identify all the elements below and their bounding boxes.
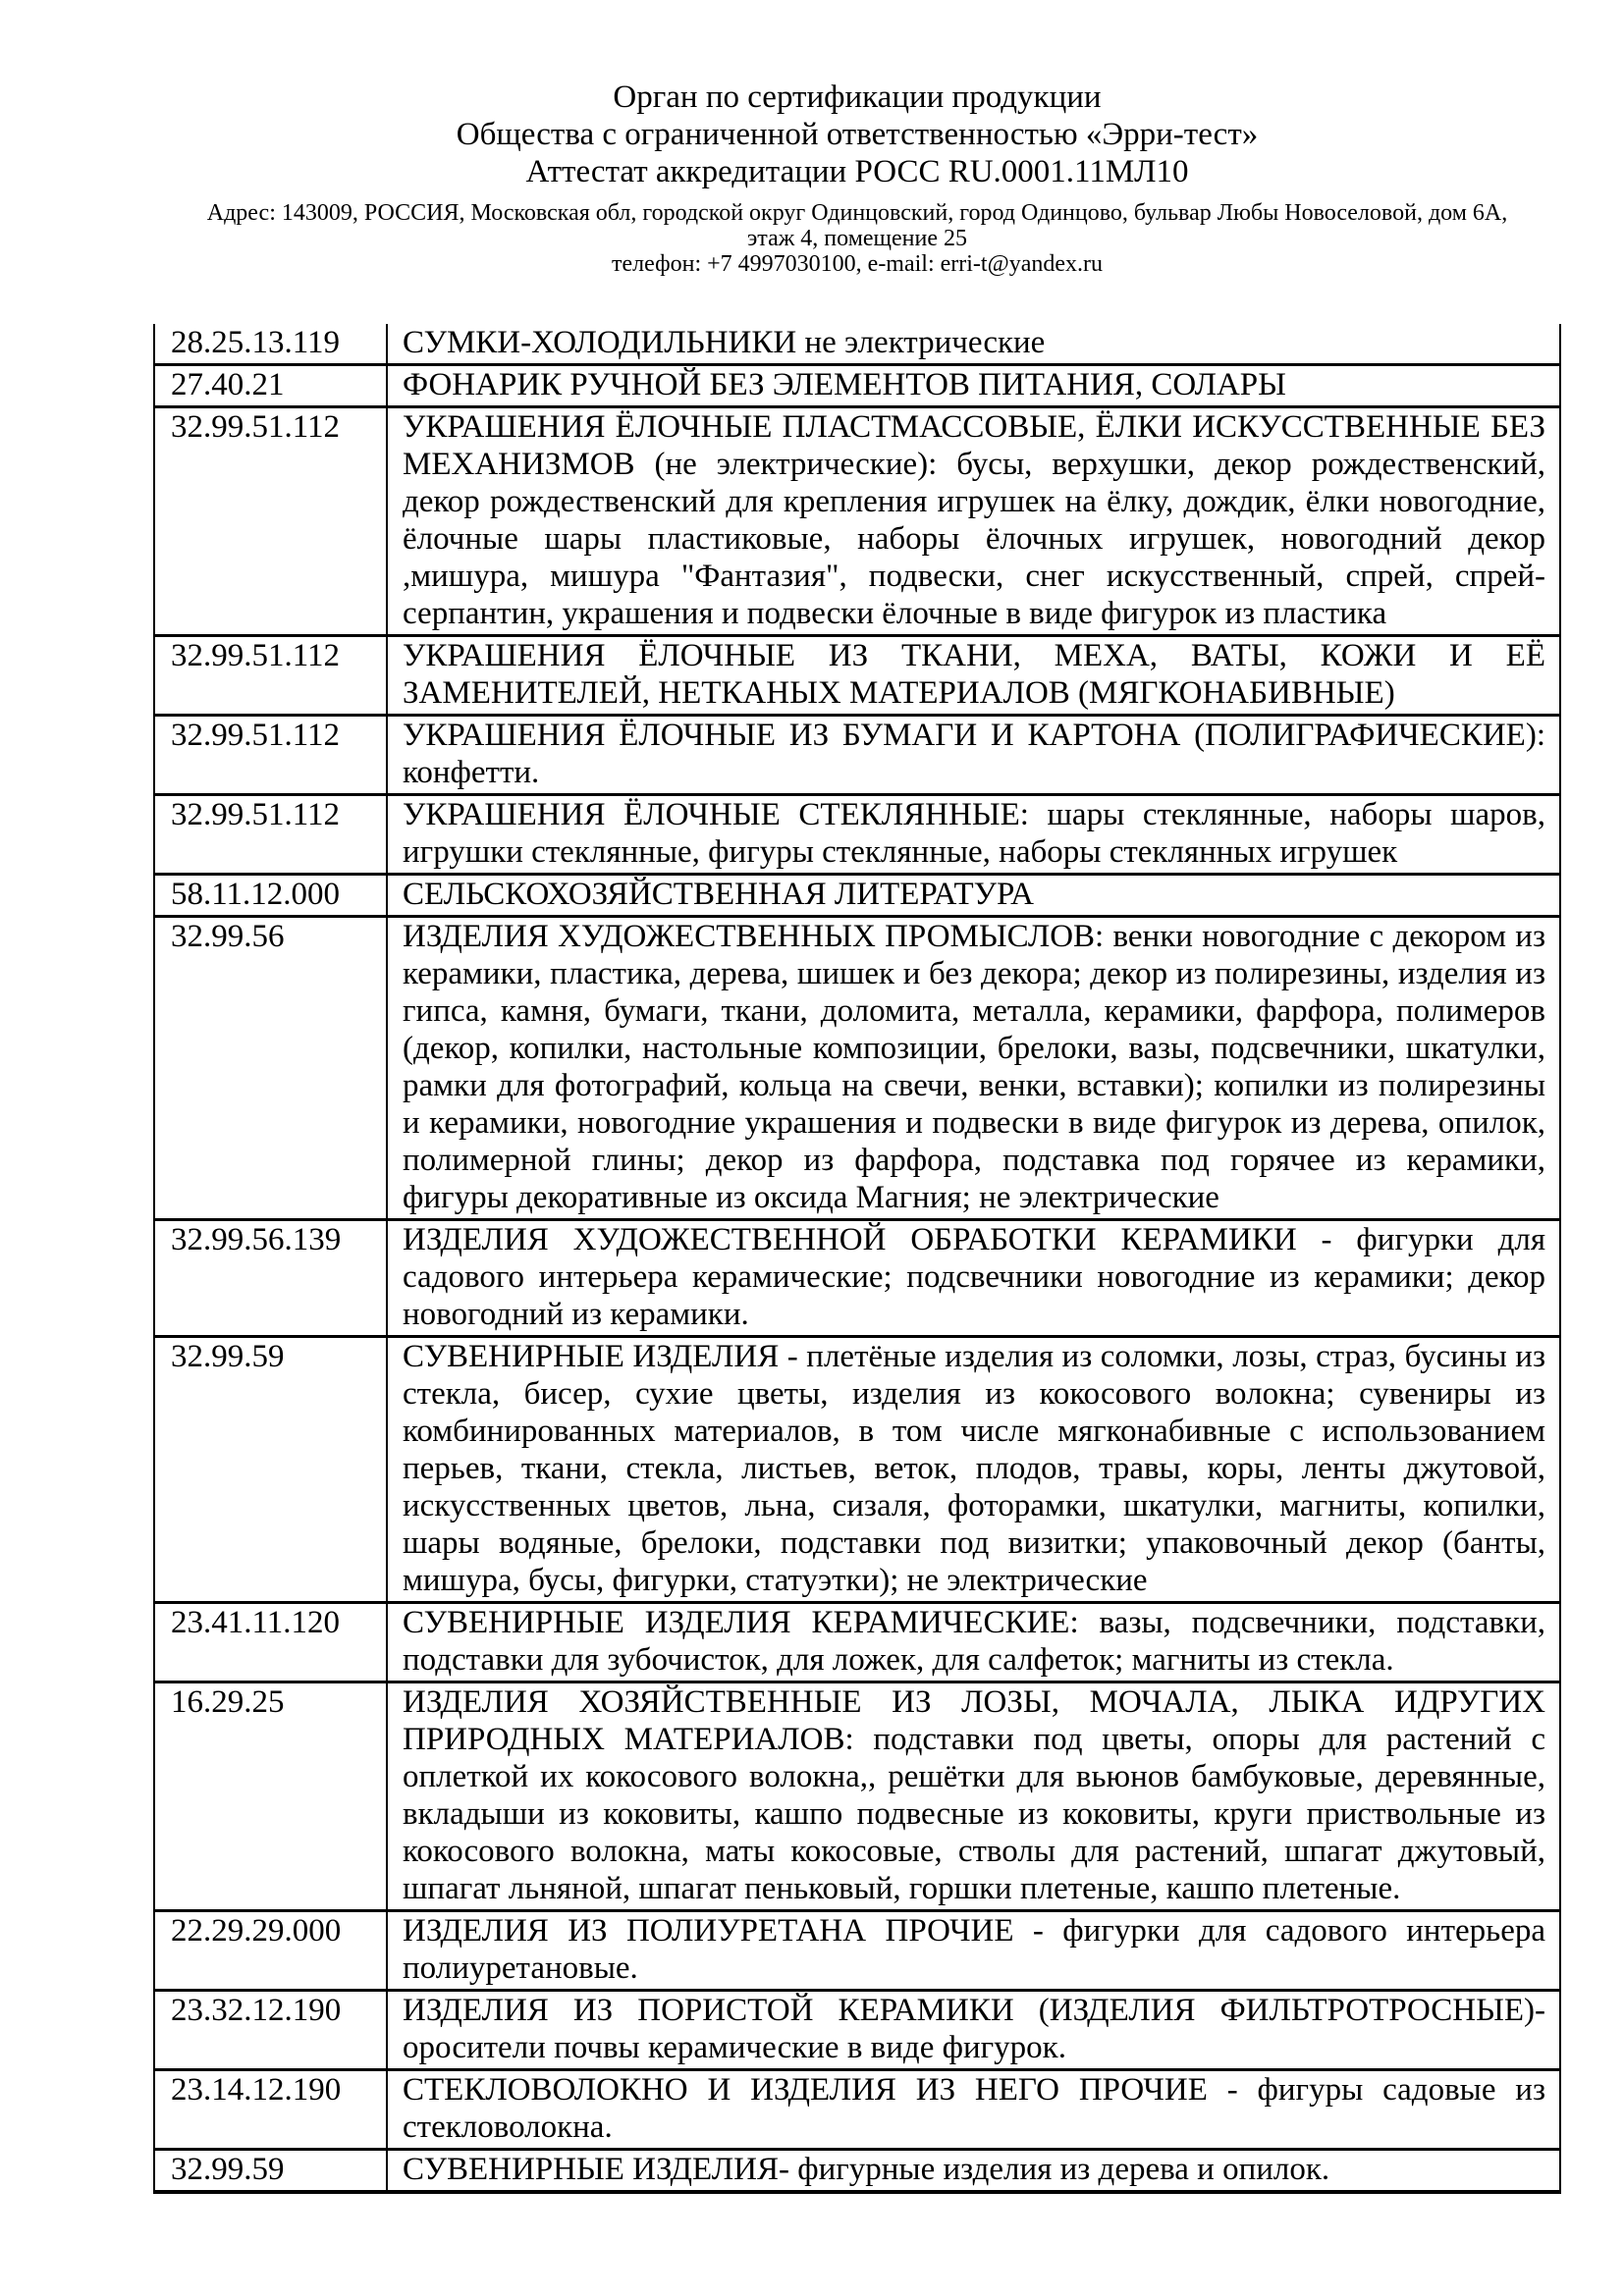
product-code: 58.11.12.000	[154, 875, 387, 917]
product-code: 28.25.13.119	[154, 324, 387, 365]
contact-line: телефон: +7 4997030100, e-mail: erri-t@yandex.ru	[612, 251, 1103, 277]
table-row	[154, 1991, 1560, 2070]
table-row	[154, 2150, 1560, 2193]
product-code: 22.29.29.000	[154, 1911, 387, 1991]
product-code: 32.99.51.112	[154, 407, 387, 636]
table-row	[154, 324, 1560, 365]
product-code: 23.41.11.120	[154, 1603, 387, 1682]
table-row	[154, 917, 1560, 1220]
table-row	[154, 1337, 1560, 1603]
product-code: 16.29.25	[154, 1682, 387, 1911]
table-row	[154, 1603, 1560, 1682]
org-title-line1: Орган по сертификации продукции	[613, 80, 1102, 115]
product-description: УКРАШЕНИЯ ЁЛОЧНЫЕ ИЗ ТКАНИ, МЕХА, ВАТЫ, КОЖИ И ЕЁ ЗАМЕНИТЕЛЕЙ, НЕТКАНЫХ МАТЕРИАЛОВ (МЯГКОНАБИВНЫЕ)	[387, 636, 1560, 716]
product-description: ИЗДЕЛИЯ ХОЗЯЙСТВЕННЫЕ ИЗ ЛОЗЫ, МОЧАЛА, ЛЫКА ИДРУГИХ ПРИРОДНЫХ МАТЕРИАЛОВ: подставки под цветы, опоры для растений с оплеткой их кокосового волокна,, решётки для вьюнов бамбуковые, деревянные, вкладыши из коковиты, кашпо подвесные из коковиты, круги приствольные из кокосового волокна, маты кокосовые, стволы для растений, шпагат джутовый, шпагат льняной, шпагат пеньковый, горшки плетеные, кашпо плетеные.	[387, 1682, 1560, 1911]
table-row	[154, 875, 1560, 917]
product-description: СУВЕНИРНЫЕ ИЗДЕЛИЯ - плетёные изделия из соломки, лозы, страз, бусины из стекла, бисер, сухие цветы, изделия из кокосового волокна; сувениры из комбинированных материалов, в том числе мягконабивные с использованием перьев, ткани, стекла, листьев, веток, плодов, травы, коры, ленты джутовой, искусственных цветов, льна, сизаля, фоторамки, шкатулки, магниты, копилки, шары водяные, брелоки, подставки под визитки; упаковочный декор (банты, мишура, бусы, фигурки, статуэтки); не электрические	[387, 1337, 1560, 1603]
product-description: СТЕКЛОВОЛОКНО И ИЗДЕЛИЯ ИЗ НЕГО ПРОЧИЕ - фигуры садовые из стекловолокна.	[387, 2070, 1560, 2150]
table-row	[154, 407, 1560, 636]
product-description: СЕЛЬСКОХОЗЯЙСТВЕННАЯ ЛИТЕРАТУРА	[387, 875, 1560, 917]
product-description: УКРАШЕНИЯ ЁЛОЧНЫЕ ПЛАСТМАССОВЫЕ, ЁЛКИ ИСКУССТВЕННЫЕ БЕЗ МЕХАНИЗМОВ (не электрические): бусы, верхушки, декор рождественский, декор рождественский для крепления игрушек на ёлку, дождик, ёлки новогодние, ёлочные шары пластиковые, наборы ёлочных игрушек, новогодний декор ,мишура, мишура "Фантазия", подвески, снег искусственный, спрей, спрей-серпантин, украшения и подвески ёлочные в виде фигурок из пластика	[387, 407, 1560, 636]
product-code: 32.99.59	[154, 1337, 387, 1603]
table-row	[154, 1911, 1560, 1991]
document-header	[153, 0, 1561, 277]
document-content	[153, 0, 1561, 2194]
product-description: ИЗДЕЛИЯ ИЗ ПОЛИУРЕТАНА ПРОЧИЕ - фигурки для садового интерьера полиуретановые.	[387, 1911, 1560, 1991]
product-description: ИЗДЕЛИЯ ИЗ ПОРИСТОЙ КЕРАМИКИ (ИЗДЕЛИЯ ФИЛЬТРОТРОСНЫЕ)- оросители почвы керамические в виде фигурок.	[387, 1991, 1560, 2070]
product-description: УКРАШЕНИЯ ЁЛОЧНЫЕ СТЕКЛЯННЫЕ: шары стеклянные, наборы шаров, игрушки стеклянные, фигуры стеклянные, наборы стеклянных игрушек	[387, 795, 1560, 875]
product-description: СУМКИ-ХОЛОДИЛЬНИКИ не электрические	[387, 324, 1560, 365]
product-code: 23.14.12.190	[154, 2070, 387, 2150]
table-row	[154, 795, 1560, 875]
table-row	[154, 1220, 1560, 1337]
product-description: СУВЕНИРНЫЕ ИЗДЕЛИЯ КЕРАМИЧЕСКИЕ: вазы, подсвечники, подставки, подставки для зубочисток, для ложек, для салфеток; магниты из стекла.	[387, 1603, 1560, 1682]
product-description: ИЗДЕЛИЯ ХУДОЖЕСТВЕННОЙ ОБРАБОТКИ КЕРАМИКИ - фигурки для садового интерьера керамические; подсвечники новогодние из керамики; декор новогодний из керамики.	[387, 1220, 1560, 1337]
product-code: 32.99.51.112	[154, 636, 387, 716]
product-code: 32.99.59	[154, 2150, 387, 2193]
product-code: 27.40.21	[154, 365, 387, 407]
product-code: 32.99.56.139	[154, 1220, 387, 1337]
product-description: ФОНАРИК РУЧНОЙ БЕЗ ЭЛЕМЕНТОВ ПИТАНИЯ, СОЛАРЫ	[387, 365, 1560, 407]
table-row	[154, 636, 1560, 716]
table-row	[154, 716, 1560, 795]
address-contact-block	[197, 200, 1518, 277]
product-code: 23.32.12.190	[154, 1991, 387, 2070]
table-row	[154, 2070, 1560, 2150]
address-line: Адрес: 143009, РОССИЯ, Московская обл, городской округ Одинцовский, город Одинцово, бульвар Любы Новоселовой, дом 6А, этаж 4, помещение 25	[206, 200, 1508, 251]
product-code: 32.99.51.112	[154, 795, 387, 875]
org-title-line2: Общества с ограниченной ответственностью «Эрри-тест»	[456, 117, 1259, 152]
product-code: 32.99.56	[154, 917, 387, 1220]
table-row	[154, 1682, 1560, 1911]
product-code: 32.99.51.112	[154, 716, 387, 795]
table-row	[154, 365, 1560, 407]
product-description: СУВЕНИРНЫЕ ИЗДЕЛИЯ- фигурные изделия из дерева и опилок.	[387, 2150, 1560, 2193]
accreditation-line: Аттестат аккредитации РОСС RU.0001.11МЛ10	[525, 154, 1189, 189]
product-description: УКРАШЕНИЯ ЁЛОЧНЫЕ ИЗ БУМАГИ И КАРТОНА (ПОЛИГРАФИЧЕСКИЕ): конфетти.	[387, 716, 1560, 795]
product-description: ИЗДЕЛИЯ ХУДОЖЕСТВЕННЫХ ПРОМЫСЛОВ: венки новогодние с декором из керамики, пластика, дерева, шишек и без декора; декор из полирезины, изделия из гипса, камня, бумаги, ткани, доломита, металла, керамики, фарфора, полимеров (декор, копилки, настольные композиции, брелоки, вазы, подсвечники, шкатулки, рамки для фотографий, кольца на свечи, венки, вставки); копилки из полирезины и керамики, новогодние украшения и подвески в виде фигурок из дерева, опилок, полимерной глины; декор из фарфора, подставка под горячее из керамики, фигуры декоративные из оксида Магния; не электрические	[387, 917, 1560, 1220]
products-table	[153, 324, 1561, 2194]
